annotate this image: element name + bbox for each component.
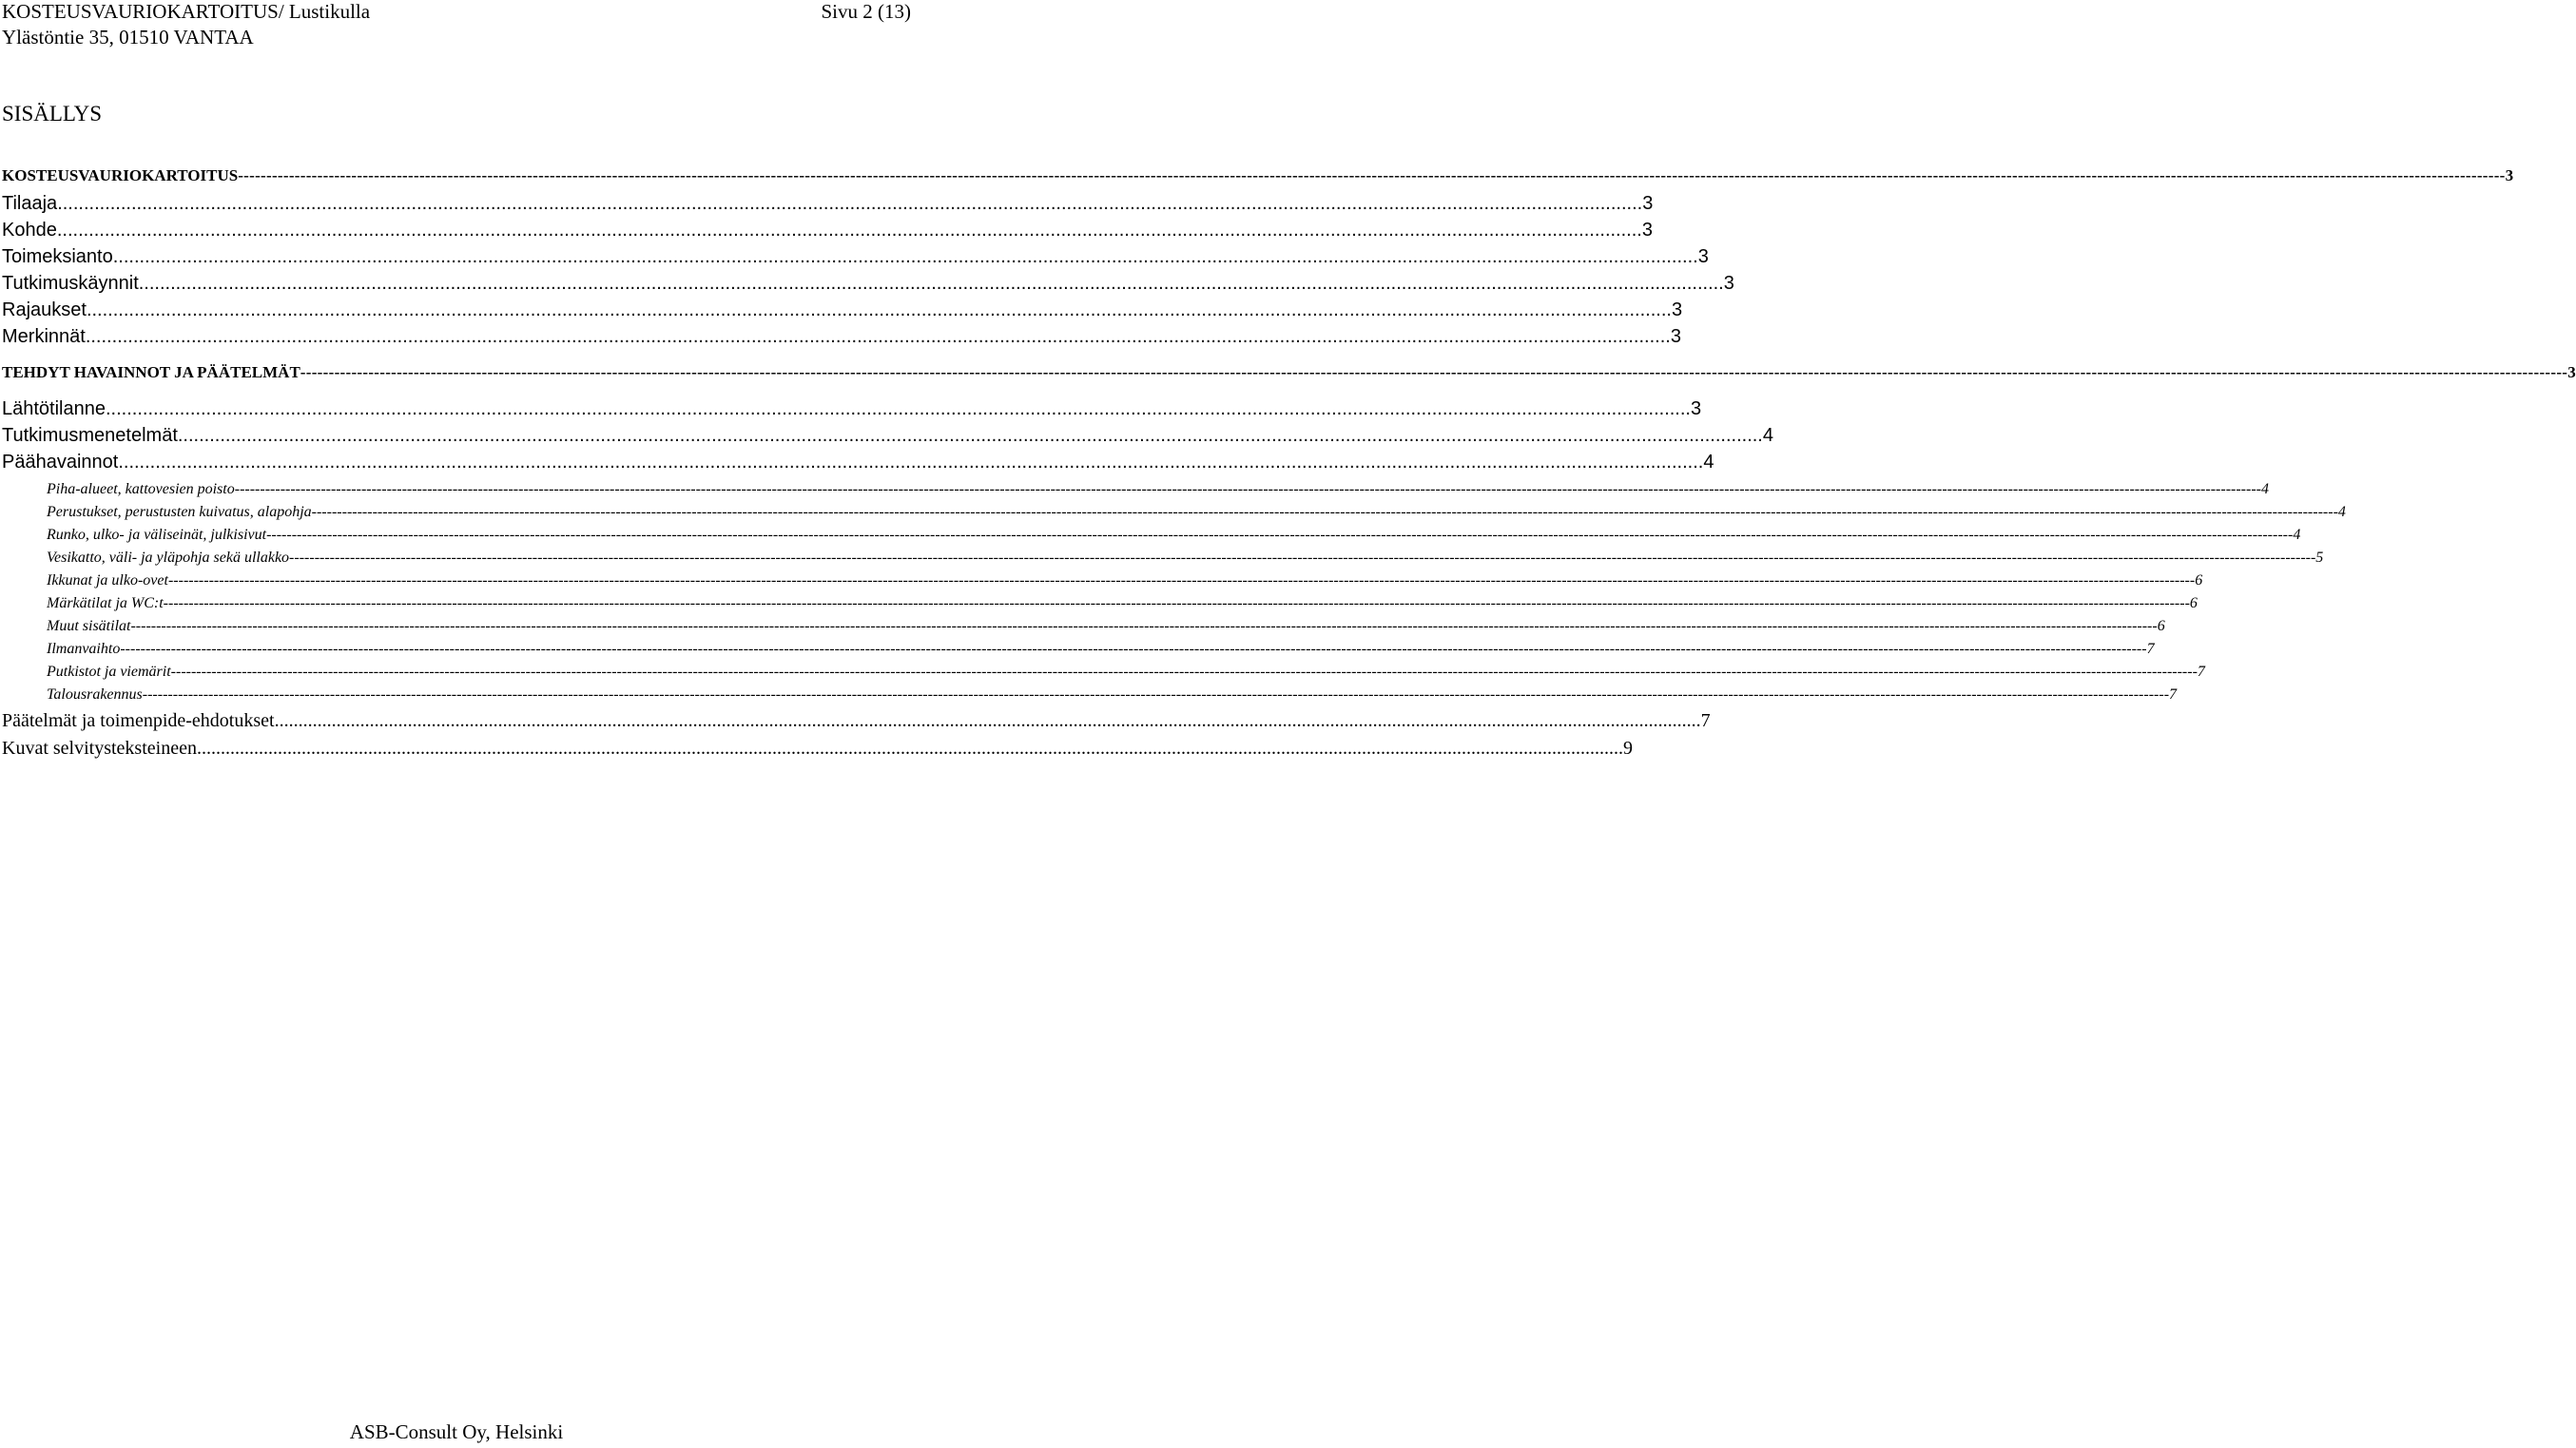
toc-entry-label: Tutkimuskäynnit — [2, 273, 139, 294]
toc-entry-page: 7 — [2197, 664, 2205, 680]
toc-entry[interactable] — [2, 738, 1633, 760]
toc-entry[interactable] — [2, 326, 1681, 348]
toc-entry-page: 3 — [1642, 193, 1654, 214]
toc-leader: ............................................................................................................................................................................................................................................................................................................ — [56, 220, 1642, 241]
toc-entry[interactable] — [2, 273, 1734, 295]
toc-leader: ---------------------------------------------------------------------------------------------------------------------------------------------------------------------------------------------------------------------------------------------------------------------------------------------------------------------------------------------------------------------------------------------------------------- — [163, 595, 2190, 611]
toc-entry-label: Piha-alueet, kattovesien poisto — [47, 481, 235, 497]
toc-entry-page: 4 — [1703, 452, 1714, 473]
toc-entry-page: 3 — [1690, 398, 1702, 419]
toc-leader: ............................................................................................................................................................................................................................................................................................................ — [112, 246, 1698, 267]
toc-entry-label: Päähavainnot — [2, 452, 119, 473]
toc-entry[interactable] — [2, 710, 1711, 732]
toc-entry[interactable] — [47, 595, 2198, 612]
toc-entry-page: 4 — [1762, 425, 1773, 446]
page-footer: ASB-Consult Oy, Helsinki — [349, 1420, 564, 1443]
toc-entry-page: 9 — [1622, 738, 1633, 759]
toc-entry-label: Kuvat selvitysteksteineen — [2, 738, 197, 759]
toc-entry[interactable] — [47, 550, 2324, 567]
toc-entry[interactable] — [47, 481, 2269, 498]
toc-entry-label: Vesikatto, väli- ja yläpohja sekä ullakko — [47, 550, 290, 566]
toc-entry[interactable] — [2, 166, 2514, 185]
toc-entry-page: 3 — [1697, 246, 1709, 267]
toc-entry-label: Muut sisätilat — [47, 618, 131, 634]
toc-entry[interactable] — [47, 686, 2178, 704]
toc-leader: ............................................................................................................................................................................................................................................................................................................ — [118, 452, 1704, 473]
toc-entry-page: 7 — [2146, 641, 2155, 657]
address: Ylästöntie 35, 01510 VANTAA — [2, 26, 254, 48]
toc-entry[interactable] — [2, 452, 1714, 473]
toc-leader: ---------------------------------------------------------------------------------------------------------------------------------------------------------------------------------------------------------------------------------------------------------------------------------------------------------------------------------------------------------------------------------------------------------------- — [142, 686, 2170, 703]
toc-entry-page: 3 — [2567, 363, 2576, 381]
toc-leader: ............................................................................................................................................................................................................................................................................................................ — [138, 273, 1724, 294]
toc-leader: ---------------------------------------------------------------------------------------------------------------------------------------------------------------------------------------------------------------------------------------------------------------------------------------------------------------------------------------------------------------------------------------------------------------- — [120, 641, 2147, 657]
toc-entry[interactable] — [47, 664, 2205, 681]
toc-entry[interactable] — [2, 193, 1654, 215]
document-title: KOSTEUSVAURIOKARTOITUS/ Lustikulla — [2, 0, 371, 23]
toc-entry[interactable] — [47, 572, 2203, 589]
toc-entry-page: 6 — [2195, 572, 2203, 589]
toc-leader: ---------------------------------------------------------------------------------------------------------------------------------------------------------------------------------------------------------------------------------------------------------------------------------------------------------------------------------------------------------------------------------------------------------------- — [130, 618, 2158, 634]
toc-entry-label: KOSTEUSVAURIOKARTOITUS — [2, 166, 239, 184]
toc-leader: ---------------------------------------------------------------------------------------------------------------------------------------------------------------------------------------------------------------------------------------------------------------------------------------------------------------------------------------------------------------------------------------------------------------- — [234, 481, 2261, 497]
toc-entry-page: 4 — [2260, 481, 2269, 497]
toc-entry-label: Toimeksianto — [2, 246, 113, 267]
toc-leader: ---------------------------------------------------------------------------------------------------------------------------------------------------------------------------------------------------------------------------------------------------------------------------------------------------------------------------------------------------------------------------------------------------------------- — [238, 166, 2506, 184]
toc-leader: ............................................................................................................................................................................................................................................................................................................ — [85, 326, 1671, 347]
toc-leader: ---------------------------------------------------------------------------------------------------------------------------------------------------------------------------------------------------------------------------------------------------------------------------------------------------------------------------------------------------------------------------------------------------------------- — [167, 572, 2196, 589]
toc-entry-label: Kohde — [2, 220, 57, 241]
toc-entry[interactable] — [47, 504, 2346, 521]
toc-entry-label: Märkätilat ja WC:t — [47, 595, 164, 611]
toc-entry-page: 7 — [1700, 710, 1711, 731]
toc-entry[interactable] — [2, 220, 1653, 241]
toc-entry-label: TEHDYT HAVAINNOT JA PÄÄTELMÄT — [2, 363, 300, 381]
toc-entry-page: 3 — [1671, 299, 1683, 320]
toc-entry-page: 4 — [2293, 527, 2301, 543]
toc-leader: ---------------------------------------------------------------------------------------------------------------------------------------------------------------------------------------------------------------------------------------------------------------------------------------------------------------------------------------------------------------------------------------------------------------- — [289, 550, 2316, 566]
toc-entry-label: Lähtötilanne — [2, 398, 106, 419]
toc-entry[interactable] — [47, 527, 2301, 544]
toc-entry-page: 7 — [2169, 686, 2178, 703]
toc-entry[interactable] — [2, 299, 1683, 321]
toc-entry[interactable] — [2, 425, 1773, 447]
toc-entry-label: Talousrakennus — [47, 686, 143, 703]
toc-entry[interactable] — [47, 618, 2165, 635]
toc-entry-label: Merkinnät — [2, 326, 86, 347]
toc-entry-label: Perustukset, perustusten kuivatus, alapohja — [47, 504, 312, 520]
toc-leader: ---------------------------------------------------------------------------------------------------------------------------------------------------------------------------------------------------------------------------------------------------------------------------------------------------------------------------------------------------------------------------------------------------------------- — [311, 504, 2338, 520]
toc-entry-page: 3 — [1641, 220, 1653, 241]
toc-entry[interactable] — [2, 246, 1709, 268]
toc-title: SISÄLLYS — [2, 102, 103, 125]
toc-leader: ............................................................................................................................................................................................................................................................................................................ — [86, 299, 1672, 320]
toc-entry-page: 4 — [2337, 504, 2346, 520]
page-number: Sivu 2 (13) — [821, 0, 911, 23]
toc-entry[interactable] — [47, 641, 2155, 658]
toc-leader: ---------------------------------------------------------------------------------------------------------------------------------------------------------------------------------------------------------------------------------------------------------------------------------------------------------------------------------------------------------------------------------------------------------------- — [266, 527, 2294, 543]
toc-entry-label: Putkistot ja viemärit — [47, 664, 171, 680]
toc-entry[interactable] — [2, 398, 1702, 420]
toc-entry-label: Tilaaja — [2, 193, 58, 214]
toc-leader: ............................................................................................................................................................................................................................................................................................................ — [177, 425, 1763, 446]
toc-leader: ............................................................................................................................................................................................................................................................................................................ — [196, 738, 1623, 759]
toc-entry-label: Tutkimusmenetelmät — [2, 425, 178, 446]
toc-entry-page: 3 — [2505, 166, 2514, 184]
toc-entry[interactable] — [2, 363, 2576, 382]
toc-leader: ............................................................................................................................................................................................................................................................................................................ — [57, 193, 1643, 214]
toc-entry-label: Ikkunat ja ulko-ovet — [47, 572, 168, 589]
toc-leader: ---------------------------------------------------------------------------------------------------------------------------------------------------------------------------------------------------------------------------------------------------------------------------------------------------------------------------------------------------------------------------------------------------------------- — [300, 363, 2568, 381]
toc-leader: ............................................................................................................................................................................................................................................................................................................ — [274, 710, 1701, 731]
toc-entry-label: Ilmanvaihto — [47, 641, 121, 657]
toc-entry-label: Rajaukset — [2, 299, 87, 320]
toc-entry-page: 3 — [1723, 273, 1734, 294]
toc-entry-page: 6 — [2189, 595, 2198, 611]
toc-entry-page: 5 — [2315, 550, 2324, 566]
toc-leader: ............................................................................................................................................................................................................................................................................................................ — [105, 398, 1691, 419]
toc-entry-page: 3 — [1670, 326, 1681, 347]
toc-entry-label: Runko, ulko- ja väliseinät, julkisivut — [47, 527, 267, 543]
toc-entry-page: 6 — [2157, 618, 2165, 634]
toc-leader: ---------------------------------------------------------------------------------------------------------------------------------------------------------------------------------------------------------------------------------------------------------------------------------------------------------------------------------------------------------------------------------------------------------------- — [170, 664, 2198, 680]
toc-entry-label: Päätelmät ja toimenpide-ehdotukset — [2, 710, 275, 731]
